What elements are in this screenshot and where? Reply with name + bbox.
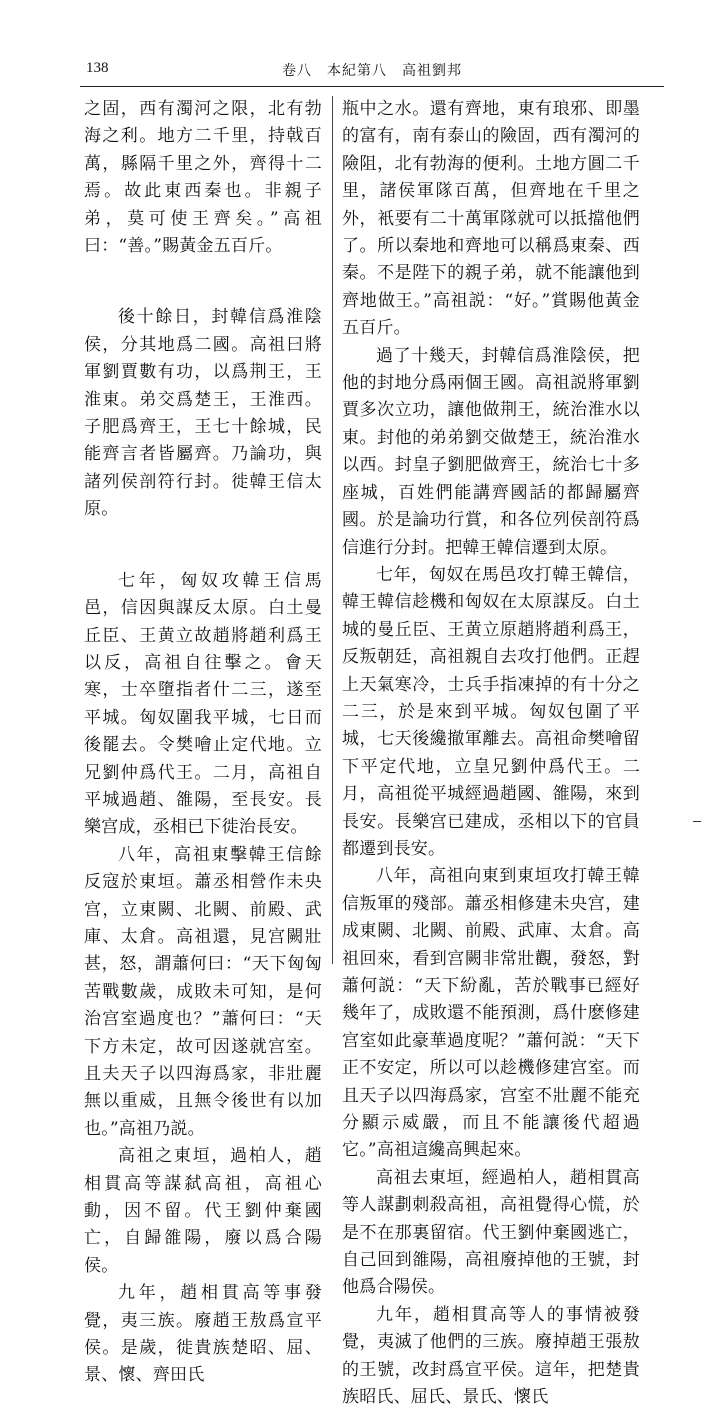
original-paragraph: 九年，趙相貫高等事發覺，夷三族。廢趙王敖爲宣平侯。是歲，徙貴族楚昭、屈、景、懷、齊田氏: [84, 1283, 322, 1386]
original-paragraph: 高祖之東垣，過柏人，趙相貫高等謀弑高祖，高祖心動，因不留。代王劉仲棄國亡，自歸雒陽，廢以爲合陽侯。: [84, 1146, 322, 1276]
running-title: 卷八 本紀第八 高祖劉邦: [282, 63, 462, 79]
original-paragraph: 之固，西有濁河之限，北有勃海之利。地方二千里，持戟百萬，縣隔千里之外，齊得十二焉。故此東西秦也。非親子弟，莫可使王齊矣。”高祖曰：“善。”賜黃金五百斤。: [84, 99, 322, 257]
translation-text-column: [342, 96, 640, 1412]
column-divider: [332, 96, 333, 964]
original-paragraph: 後十餘日，封韓信爲淮陰侯，分其地爲二國。高祖曰將軍劉賈數有功，以爲荆王，王淮東。弟交爲楚王，王淮西。子肥爲齊王，王七十餘城，民能齊言者皆屬齊。乃論功，與諸列侯剖符行封。徙韓王信太原。: [84, 307, 322, 520]
original-paragraph: 八年，高祖東擊韓王信餘反寇於東垣。蕭丞相營作未央宫，立東闕、北闕、前殿、武庫、太倉。高祖還，見宫闕壯甚，怒，謂蕭何曰：“天下匈匈苦戰數歲，成敗未可知，是何治宫室過度也？”蕭何曰：“天下方未定，故可因遂就宫室。且夫天子以四海爲家，非壯麗無以重威，且無令後世有以加也。”高祖乃説。: [84, 844, 322, 1139]
translation-paragraph: 高祖去東垣，經過柏人，趙相貫高等人謀劃刺殺高祖，高祖覺得心慌，於是不在那裏留宿。代王劉仲棄國逃亡，自己回到雒陽，高祖廢掉他的王號，封他爲合陽侯。: [342, 1167, 640, 1298]
translation-paragraph: 九年，趙相貫高等人的事情被發覺，夷滅了他們的三族。廢掉趙王張敖的王號，改封爲宣平侯。這年，把楚貴族昭氏、屈氏、景氏、懷氏: [342, 1304, 640, 1408]
original-paragraph: 七年，匈奴攻韓王信馬邑，信因與謀反太原。白土曼丘臣、王黄立故趙將趙利爲王以反，高祖自往擊之。會天寒，士卒墮指者什二三，遂至平城。匈奴圍我平城，七日而後罷去。令樊噲止定代地。立兄劉仲爲代王。二月，高祖自平城過趙、雒陽，至長安。長樂宫成，丞相已下徙治長安。: [84, 570, 322, 838]
original-text-column: [84, 96, 322, 1390]
translation-paragraph: 八年，高祖向東到東垣攻打韓王韓信叛軍的殘部。蕭丞相修建未央宫，建成東闕、北闕、前殿、武庫、太倉。高祖回來，看到宫闕非常壯觀，發怒，對蕭何説：“天下紛亂，苦於戰事已經好幾年了，成敗還不能預測，爲什麽修建宫室如此豪華過度呢？”蕭何説：“天下正不安定，所以可以趁機修建宫室。而且天子以四海爲家，宫室不壯麗不能充分顯示威嚴，而且不能讓後代超過它。”高祖這纔高興起來。: [342, 866, 640, 1161]
translation-paragraph: 瓶中之水。還有齊地，東有琅邪、即墨的富有，南有泰山的險固，西有濁河的險阻，北有勃海的便利。土地方圓二千里，諸侯軍隊百萬，但齊地在千里之外，衹要有二十萬軍隊就可以抵擋他們了。所以秦地和齊地可以稱爲東秦、西秦。不是陛下的親子弟，就不能讓他到齊地做王。”高祖説：“好。”賞賜他黃金五百斤。: [342, 99, 640, 339]
margin-mark: [693, 821, 701, 822]
section-gap: [84, 524, 322, 568]
translation-paragraph: 七年，匈奴在馬邑攻打韓王韓信，韓王韓信趁機和匈奴在太原謀反。白土城的曼丘臣、王黄立原趙將趙利爲王，反叛朝廷，高祖親自去攻打他們。正趕上天氣寒冷，士兵手指凍掉的有十分之二三，於是來到平城。匈奴包圍了平城，七天後纔撤軍離去。高祖命樊噲留下平定代地，立皇兄劉仲爲代王。二月，高祖從平城經過趙國、雒陽，來到長安。長樂宫已建成，丞相以下的官員都遷到長安。: [342, 564, 640, 859]
section-gap: [84, 260, 322, 304]
translation-paragraph: 過了十幾天，封韓信爲淮陰侯，把他的封地分爲兩個王國。高祖説將軍劉賈多次立功，讓他做荆王，統治淮水以東。封他的弟弟劉交做楚王，統治淮水以西。封皇子劉肥做齊王，統治七十多座城，百姓們能講齊國話的都歸屬齊國。於是論功行賞，和各位列侯剖符爲信進行分封。把韓王韓信遷到太原。: [342, 345, 640, 558]
page-header: [80, 58, 664, 84]
header-rule: [80, 86, 664, 87]
page-number: 138: [86, 60, 109, 76]
